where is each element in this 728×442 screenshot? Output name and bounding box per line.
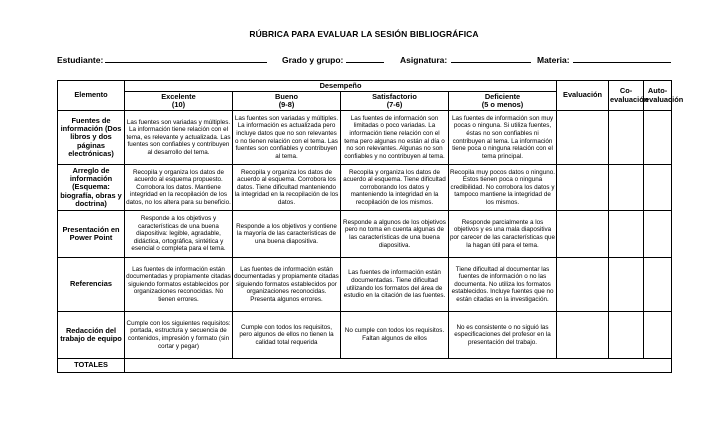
coevaluacion-cell[interactable] [609,165,644,211]
row-element: Presentación en Power Point [58,211,125,258]
page-title: RÚBRICA PARA EVALUAR LA SESIÓN BIBLIOGRÁFICA [249,29,479,39]
row-cell: Responde a los objetivos y características de una buena diapositiva: legible, agradable, didáctica, ortográfica, sintética y esencial o completa para el tema. [125,211,233,258]
row-element: Fuentes de información (Dos libros y dos páginas electrónicas) [58,111,125,165]
row-cell: Responde a algunos de los objetivos pero no toma en cuenta algunas de las características de una buena diapositiva. [341,211,449,258]
evaluacion-cell[interactable] [557,165,609,211]
materia-label: Materia: [537,54,671,65]
evaluacion-cell[interactable] [557,111,609,165]
row-cell: Recopila y organiza los datos de acuerdo al esquema. Corrobora los datos. Tiene dificultad manteniendo la integridad en la recopilación de los datos. [233,165,341,211]
subject-blank [451,54,531,63]
row-cell: Las fuentes de información son limitadas o poco variadas. La información tiene relación con el tema pero algunas no están al día o no son relevantes. Algunas no son confiables y no contribuyen al tema. [341,111,449,165]
row-cell: Cumple con los siguientes requisitos: portada, estructura y secuencia de contenidos, impresión y formato (sin cortar y pegar) [125,312,233,359]
desempeno-header: Desempeño [125,81,557,92]
table-row [58,111,672,165]
student-label: Estudiante: [57,54,267,65]
table-row [58,258,672,312]
autoevaluacion-cell[interactable] [644,258,672,312]
materia-blank [573,54,671,63]
coevaluacion-header: Co-evaluación [609,81,644,111]
level-header-bueno: Bueno (9-8) [233,92,341,111]
autoevaluacion-cell[interactable] [644,111,672,165]
row-cell: Las fuentes de información están documentadas y propiamente citadas siguiendo formatos establecidos por organizaciones reconocidas. No tienen errores. [125,258,233,312]
autoevaluacion-cell[interactable] [644,165,672,211]
row-element: Arreglo de información (Esquema: biografía, obras y doctrina) [58,165,125,211]
autoevaluacion-header: Auto-evaluación [644,81,672,111]
table-row [58,165,672,211]
row-cell: Las fuentes son variadas y múltiples. La información tiene relación con el tema, es relevante y actualizada. Las fuentes son confiables y contribuyen al desarrollo del tema. [125,111,233,165]
level-header-satisfactorio: Satisfactorio (7-6) [341,92,449,111]
row-cell: No es consistente o no siguió las especificaciones del profesor en la presentación del trabajo. [449,312,557,359]
rubric-table [57,80,684,373]
coevaluacion-cell[interactable] [609,258,644,312]
autoevaluacion-cell[interactable] [644,211,672,258]
grade-label: Grado y grupo: [282,54,384,65]
level-header-excelente: Excelente (10) [125,92,233,111]
student-info-header [57,54,725,66]
autoevaluacion-cell[interactable] [644,312,672,359]
evaluacion-header: Evaluación [557,81,609,111]
evaluacion-cell[interactable] [557,211,609,258]
row-cell: Responde parcialmente a los objetivos y es una mala diapositiva por carecer de las características que la hagan útil para el tema. [449,211,557,258]
totals-value[interactable] [125,359,672,373]
table-row [58,211,672,258]
evaluacion-cell[interactable] [557,258,609,312]
totals-row [58,359,672,373]
row-cell: Las fuentes de información están documentadas y propiamente citadas siguiendo formatos establecidos por organizaciones reconocidas. Presenta algunos errores. [233,258,341,312]
coevaluacion-cell[interactable] [609,211,644,258]
row-element: Referencias [58,258,125,312]
student-blank [105,54,267,63]
row-cell: Las fuentes de información están documentadas. Tiene dificultad utilizando los formatos del área de estudio en la citación de las fuentes. [341,258,449,312]
totals-label: TOTALES [58,359,125,373]
row-cell: Recopila y organiza los datos de acuerdo al esquema propuesto. Corrobora los datos. Mantiene integridad en la recopilación de los datos, no los altera para su beneficio. [125,165,233,211]
table-row [58,312,672,359]
coevaluacion-cell[interactable] [609,312,644,359]
row-cell: Recopila y organiza los datos de acuerdo al esquema. Tiene dificultad corroborando los datos y manteniendo la integridad en la recopilación de los mismos. [341,165,449,211]
row-cell: Tiene dificultad al documentar las fuentes de información o no las documenta. No utiliza los formatos establecidos. Incluye fuentes que no están citadas en la investigación. [449,258,557,312]
row-cell: Responde a los objetivos y contiene la mayoría de las características de una buena diapositiva. [233,211,341,258]
subject-label: Asignatura: [400,54,531,65]
coevaluacion-cell[interactable] [609,111,644,165]
row-cell: Las fuentes de información son muy pocas o ninguna. Si utiliza fuentes, éstas no son confiables ni contribuyen al tema. La información tiene poca o ninguna relación con el tema principal. [449,111,557,165]
row-cell: Cumple con todos los requisitos, pero algunos de ellos no tienen la calidad total requerida [233,312,341,359]
row-element: Redacción del trabajo de equipo [58,312,125,359]
level-header-deficiente: Deficiente (5 o menos) [449,92,557,111]
row-cell: No cumple con todos los requisitos. Faltan algunos de ellos [341,312,449,359]
evaluacion-cell[interactable] [557,312,609,359]
row-cell: Recopila muy pocos datos o ninguno. Estos tienen poca o ninguna credibilidad. No corrobora los datos y tampoco mantiene la integridad de los mismos. [449,165,557,211]
element-header: Elemento [58,81,125,111]
grade-blank [346,54,384,63]
row-cell: Las fuentes son variadas y múltiples. La información es actualizada pero incluye datos que no son relevantes o no tienen relación con el tema. Las fuentes son confiables y contribuyen al tema. [233,111,341,165]
